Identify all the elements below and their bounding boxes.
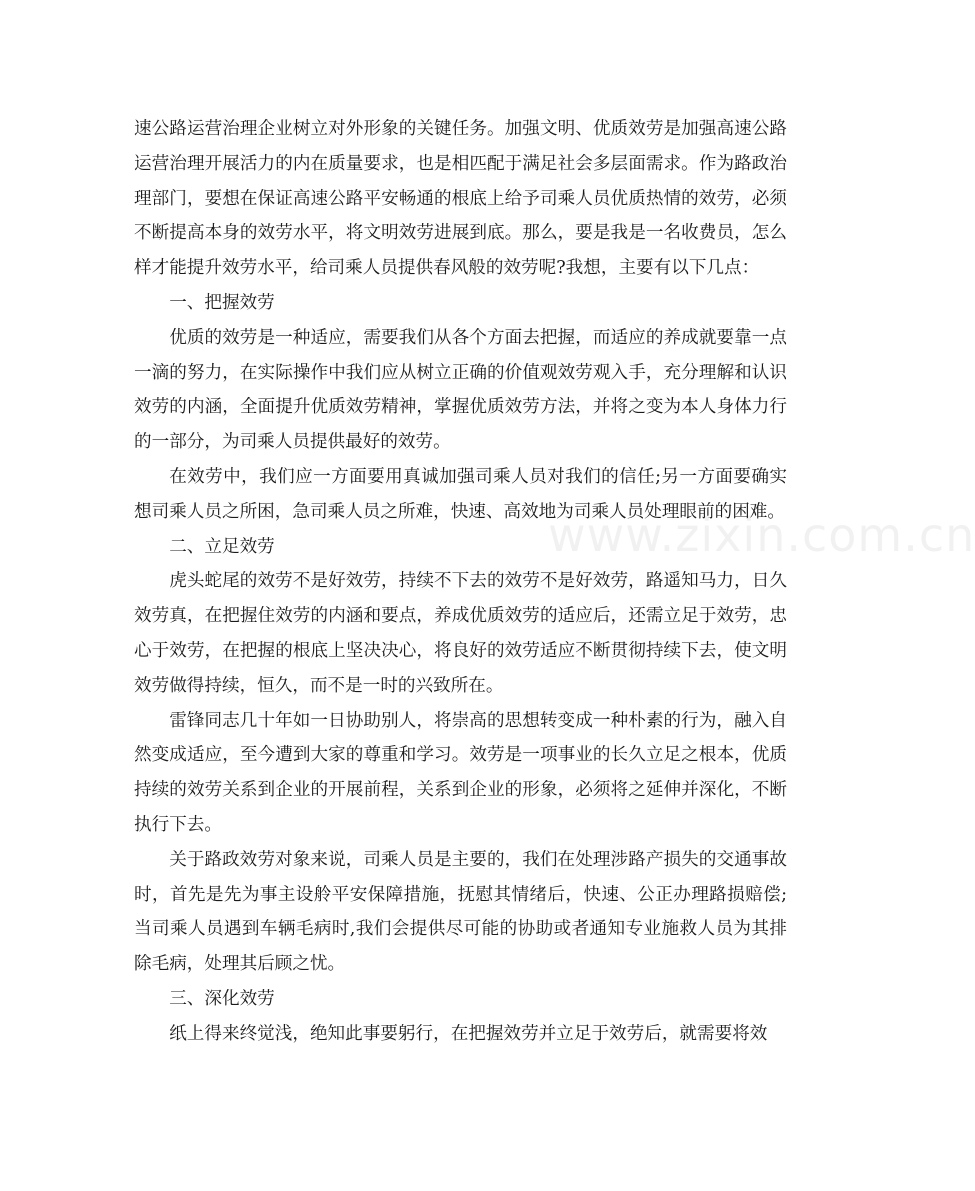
paragraph: 纸上得来终觉浅，绝知此事要躬行，在把握效劳并立足于效劳后，就需要将效: [169, 1023, 768, 1044]
paragraph: 在效劳中，我们应一方面要用真诚加强司乘人员对我们的信任;另一方面要确实想司乘人员之所困，急司乘人员之所难，快速、高效地为司乘人员处理眼前的困难。: [134, 466, 787, 522]
paragraph: 雷锋同志几十年如一日协助别人，将崇高的思想转变成一种朴素的行为，融入自然变成适应，至今遭到大家的尊重和学习。效劳是一项事业的长久立足之根本，优质持续的效劳关系到企业的开展前程，关系到企业的形象，必须将之延伸并深化，不断执行下去。: [134, 710, 787, 835]
paragraph: 虎头蛇尾的效劳不是好效劳，持续不下去的效劳不是好效劳，路遥知马力，日久效劳真，在把握住效劳的内涵和要点，养成优质效劳的适应后，还需立足于效劳，忠心于效劳，在把握的根底上坚决决心，将良好的效劳适应不断贯彻持续下去，使文明效劳做得持续，恒久，而不是一时的兴致所在。: [134, 571, 787, 696]
paragraph: 优质的效劳是一种适应，需要我们从各个方面去把握，而适应的养成就要靠一点一滴的努力，在实际操作中我们应从树立正确的价值观效劳观入手，充分理解和认识效劳的内涵，全面提升优质效劳精神，掌握优质效劳方法，并将之变为本人身体力行的一部分，为司乘人员提供最好的效劳。: [134, 327, 787, 453]
document-body: [134, 112, 787, 1052]
section-heading: 三、深化效劳: [169, 988, 275, 1009]
paragraph: 速公路运营治理企业树立对外形象的关键任务。加强文明、优质效劳是加强高速公路运营治理开展活力的内在质量要求，也是相匹配于满足社会多层面需求。作为路政治理部门，要想在保证高速公路平安畅通的根底上给予司乘人员优质热情的效劳，必须不断提高本身的效劳水平，将文明效劳进展到底。那么，要是我是一名收费员，怎么样才能提升效劳水平，给司乘人员提供春风般的效劳呢?我想，主要有以下几点：: [134, 119, 787, 279]
paragraph: 关于路政效劳对象来说，司乘人员是主要的，我们在处理涉路产损失的交通事故时，首先是先为事主设舲平安保障措施，抚慰其情绪后，快速、公正办理路损赔偿;当司乘人员遇到车辆毛病时,我们会提供尽可能的协助或者通知专业施救人员为其排除毛病，处理其后顾之忧。: [134, 849, 787, 975]
section-heading: 二、立足效劳: [169, 536, 275, 557]
section-heading: 一、把握效劳: [169, 292, 275, 313]
watermark: www.zixin.com.cn: [548, 508, 975, 562]
